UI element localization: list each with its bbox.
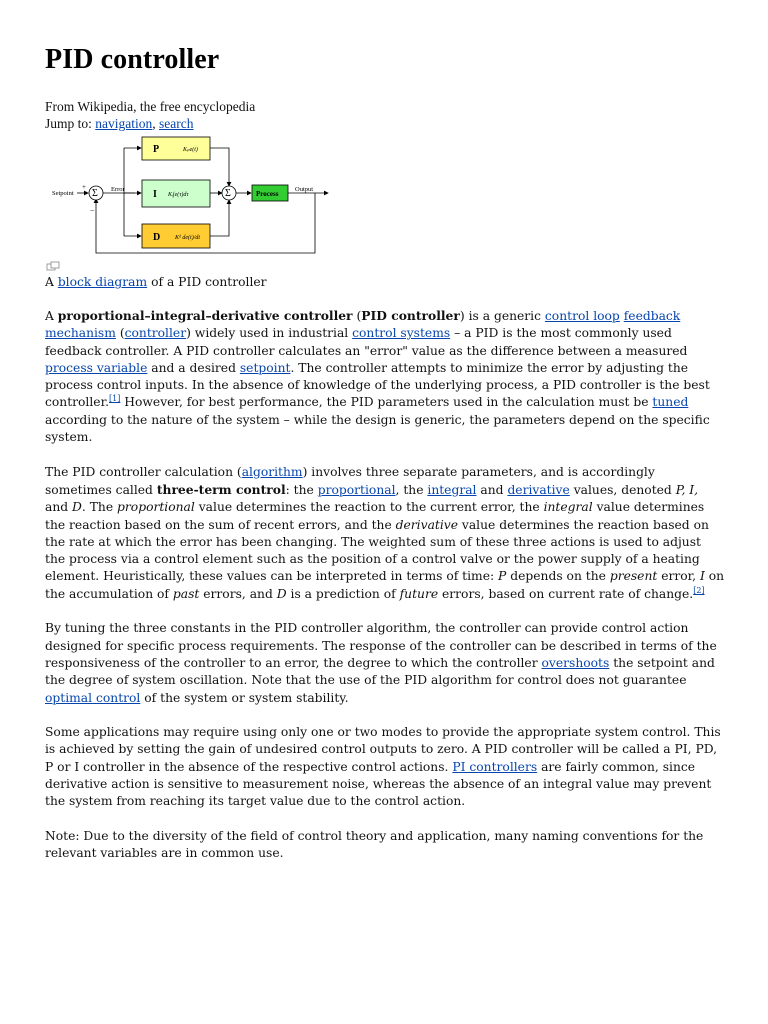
text: ) involves three separate parameters, and is accordingly sometimes called bbox=[45, 464, 655, 497]
text: are fairly common, since derivative action is sensitive to measurement noise, whereas the absence of an integral value may prevent the system from reaching its target value due to the control action. bbox=[45, 759, 712, 809]
i-block-label: I bbox=[153, 189, 157, 200]
text: ( bbox=[352, 309, 362, 323]
italic-term: past bbox=[172, 586, 200, 601]
control-loop-link[interactable]: control loop bbox=[544, 309, 620, 323]
paragraph-note bbox=[45, 828, 725, 863]
text: , the bbox=[395, 482, 428, 497]
text: . The controller attempts to minimize the error by adjusting the process control inputs. In the absence of knowledge of the underlying process, a PID controller is the best controller. bbox=[45, 360, 710, 410]
italic-term: proportional bbox=[117, 500, 195, 515]
text: ) widely used in industrial bbox=[186, 326, 353, 341]
jump-separator: , bbox=[152, 116, 156, 131]
text: on the accumulation of bbox=[45, 569, 725, 601]
jump-links bbox=[45, 115, 255, 132]
pi-controllers-link[interactable]: PI controllers bbox=[452, 759, 538, 774]
p-block-label: P bbox=[153, 144, 160, 155]
text: depends on the bbox=[506, 569, 610, 584]
text: The PID controller calculation ( bbox=[45, 464, 242, 479]
error-label: Error bbox=[111, 186, 125, 193]
navigation-link[interactable]: navigation bbox=[95, 116, 153, 131]
d-block-formula: Kᵈ de(t)/dt bbox=[175, 235, 201, 241]
tuned-link[interactable]: tuned bbox=[652, 395, 689, 410]
italic-term: present bbox=[609, 569, 658, 584]
optimal-control-link[interactable]: optimal control bbox=[45, 690, 141, 705]
paragraph-tuning bbox=[45, 620, 725, 706]
italic-term: future bbox=[399, 586, 439, 601]
setpoint-label: Setpoint bbox=[52, 190, 74, 197]
text: is a prediction of bbox=[286, 586, 400, 601]
i-block-formula: Kᵢ∫e(τ)dτ bbox=[168, 192, 189, 198]
caption-prefix: A bbox=[45, 275, 54, 289]
text: ( bbox=[115, 326, 125, 341]
text: according to the nature of the system – while the design is generic, the parameters depend on the specific system. bbox=[45, 412, 710, 445]
italic-term: P, I, bbox=[675, 482, 699, 497]
control-systems-link[interactable]: control systems bbox=[352, 326, 451, 341]
integral-link[interactable]: integral bbox=[427, 482, 477, 497]
search-link[interactable]: search bbox=[159, 116, 194, 131]
algorithm-link[interactable]: algorithm bbox=[241, 464, 303, 479]
process-variable-link[interactable]: process variable bbox=[45, 360, 148, 375]
controller-link[interactable]: controller bbox=[124, 326, 187, 341]
paragraph-intro bbox=[45, 307, 725, 446]
output-label: Output bbox=[295, 186, 314, 193]
feedback-mechanism-link[interactable]: feedback mechanism bbox=[45, 309, 681, 341]
article-body bbox=[45, 307, 725, 880]
italic-term: derivative bbox=[395, 517, 458, 532]
text: and bbox=[45, 500, 73, 515]
sum2-symbol: Σ bbox=[225, 188, 231, 199]
text: . The bbox=[81, 500, 118, 515]
text: Some applications may require using only one or two modes to provide the appropriate system control. This is achieved by setting the gain of undesired control outputs to zero. A PID controller will be called a PI, PD, P or I controller in the absence of the respective control actions. bbox=[45, 725, 721, 774]
d-block-label: D bbox=[153, 232, 161, 243]
enlarge-icon[interactable] bbox=[46, 261, 60, 271]
text: – a PID is the most commonly used feedback controller. A PID controller calculates an "error" value as the difference between a measured bbox=[45, 326, 688, 358]
text: errors, and bbox=[199, 586, 277, 601]
p-block-formula: Kₚe(t) bbox=[183, 147, 198, 153]
sum1-minus-sign: − bbox=[90, 206, 95, 215]
text: value determines the reaction based on the rate at which the error has been changing. The weighted sum of these three actions is used to adjust the process via a control element such as the position of a control valve or the power supply of a heating element. Heuristically, these values can be interpreted in terms of time: bbox=[45, 517, 709, 584]
text: By tuning the three constants in the PID controller algorithm, the controller can provide control action designed for specific process requirements. The response of the controller can be described in terms of the responsiveness of the controller to an error, the degree to which the controller bbox=[45, 621, 717, 670]
process-label: Process bbox=[256, 190, 279, 198]
derivative-link[interactable]: derivative bbox=[507, 482, 570, 497]
text: Note: Due to the diversity of the field of control theory and application, many naming conventions for the relevant variables are in common use. bbox=[45, 828, 704, 861]
text: errors, based on current rate of change. bbox=[438, 586, 694, 601]
italic-term: P bbox=[498, 569, 507, 584]
text: value determines the reaction based on the sum of recent errors, and the bbox=[45, 500, 705, 532]
sum1-symbol: Σ bbox=[92, 188, 98, 199]
text: the setpoint and the degree of system oscillation. Note that the use of the PID algorithm for control does not guarantee bbox=[45, 655, 715, 688]
text: error, bbox=[657, 569, 701, 584]
text: However, for best performance, the PID parameters used in the calculation must be bbox=[120, 395, 653, 410]
sum1-plus-sign: + bbox=[82, 183, 86, 191]
text: : the bbox=[285, 482, 318, 497]
reference-1-link[interactable]: [1] bbox=[109, 394, 121, 404]
page-meta bbox=[45, 98, 255, 132]
text: and bbox=[476, 482, 508, 497]
text: ) is a generic bbox=[459, 309, 545, 323]
text: of the system or system stability. bbox=[140, 690, 349, 705]
paragraph-algorithm bbox=[45, 464, 725, 603]
text: and a desired bbox=[147, 360, 240, 375]
text: values, denoted bbox=[569, 482, 676, 497]
p-out-line bbox=[210, 148, 229, 186]
reference-2-link[interactable]: [2] bbox=[693, 585, 705, 595]
overshoots-link[interactable]: overshoots bbox=[541, 655, 610, 670]
paragraph-modes bbox=[45, 724, 725, 810]
text: A bbox=[45, 309, 58, 323]
pid-block-diagram[interactable] bbox=[45, 136, 335, 260]
text: value determines the reaction to the current error, the bbox=[194, 500, 544, 515]
bold-term: proportional–integral–derivative controller bbox=[57, 308, 353, 323]
page-title: PID controller bbox=[45, 44, 220, 75]
italic-term: D bbox=[276, 586, 287, 601]
jump-prefix: Jump to: bbox=[45, 116, 92, 131]
caption-text: of a PID controller bbox=[151, 275, 267, 289]
figure-caption bbox=[45, 274, 267, 291]
bold-term: three-term control bbox=[156, 481, 286, 497]
proportional-link[interactable]: proportional bbox=[317, 482, 396, 497]
italic-term: D bbox=[72, 500, 82, 515]
bold-term: PID controller bbox=[361, 308, 460, 323]
tagline: From Wikipedia, the free encyclopedia bbox=[45, 99, 256, 114]
d-out-line bbox=[210, 200, 229, 236]
italic-term: I bbox=[700, 569, 705, 584]
italic-term: integral bbox=[543, 500, 593, 515]
setpoint-link[interactable]: setpoint bbox=[239, 360, 291, 375]
block-diagram-link[interactable]: block diagram bbox=[57, 275, 148, 289]
